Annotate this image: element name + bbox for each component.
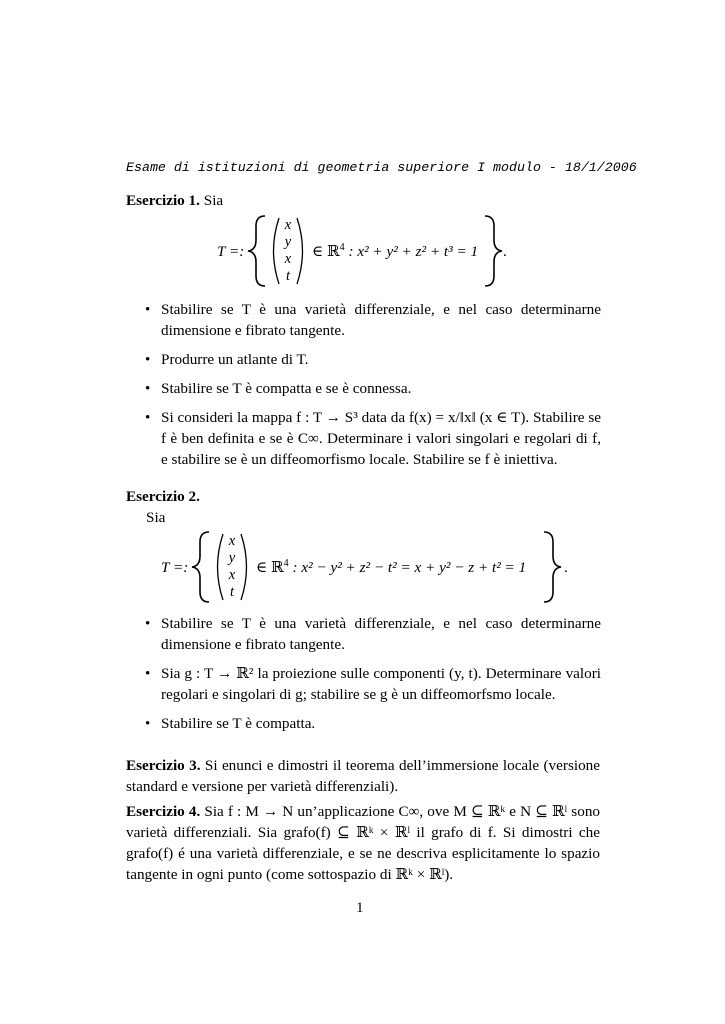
exercise-3-title: Esercizio 3. xyxy=(126,757,201,774)
exercise-1-heading xyxy=(126,190,223,211)
equation-2-vector: x y x t xyxy=(228,533,236,600)
exercise-2-equation xyxy=(0,528,725,606)
equation-2-end: . xyxy=(564,559,568,576)
exam-header: Esame di istituzioni di geometria superiore I modulo - 18/1/2006 xyxy=(126,160,637,175)
equation-1-vector: x y x t xyxy=(284,217,292,284)
exercise-3 xyxy=(126,755,600,797)
equation-2-lhs: T =: xyxy=(161,559,189,576)
list-item: • Sia g : T → ℝ² la proiezione sulle componenti (y, t). Determinare valori regolari e singolari di g; stabilire se g è un diffeomorfsmo locale. xyxy=(145,665,601,703)
list-item: • Produrre un atlante di T. xyxy=(145,351,309,368)
equation-1-rhs: ∈ ℝ$^4$ : x² + y² + z² + t³ = 1 xyxy=(312,242,479,260)
list-item: • Stabilire se T è compatta. xyxy=(145,715,316,732)
exercise-2-intro: Sia xyxy=(146,509,166,526)
exercise-4-text: Sia f : M → N un’applicazione C∞, ove M ⊆ ℝᵏ e N ⊆ ℝˡ sono varietà differenziali. Sia grafo(f) ⊆ ℝᵏ × ℝˡ il grafo di f. Si dimostri che grafo(f) é una varietà differenziale, e se ne descriva esplicitamente lo spazio tangente in ogni punto (come sottospazio di ℝᵏ × ℝˡ). xyxy=(126,803,601,883)
exercise-1-bullets xyxy=(145,299,601,478)
equation-1-lhs: T =: xyxy=(217,243,245,260)
exercise-2-bullets xyxy=(145,613,601,742)
equation-2-rhs: ∈ ℝ$^4$ : x² − y² + z² − t² = x + y² − z + t² = 1 xyxy=(256,558,527,576)
exercise-1-intro: Sia xyxy=(203,192,224,209)
list-item: • Stabilire se T è una varietà differenziale, e nel caso determinarne dimensione e fibrato tangente. xyxy=(145,615,601,653)
exercise-2-heading xyxy=(126,486,200,528)
exercise-1-title: Esercizio 1. xyxy=(126,192,200,209)
exercise-1-equation xyxy=(0,212,725,290)
equation-1-end: . xyxy=(503,243,507,260)
list-item: • Stabilire se T è compatta e se è connessa. xyxy=(145,380,412,397)
exercise-3-text: Si enunci e dimostri il teorema dell’immersione locale (versione standard e versione per varietà differenziali). xyxy=(126,757,601,795)
list-item: • Stabilire se T è una varietà differenziale, e nel caso determinarne dimensione e fibrato tangente. xyxy=(145,301,601,339)
exercise-4 xyxy=(126,801,600,885)
exercise-2-title: Esercizio 2. xyxy=(126,488,200,505)
exercise-4-title: Esercizio 4. xyxy=(126,803,201,820)
page-number: 1 xyxy=(356,899,364,916)
list-item: • Si consideri la mappa f : T → S³ data da f(x) = x/‖x‖ (x ∈ T). Stabilire se f è ben definita e se è C∞. Determinare i valori singolari e regolari di f, e stabilire se è un diffeomorfismo locale. Stabilire se f è iniettiva. xyxy=(145,409,601,468)
